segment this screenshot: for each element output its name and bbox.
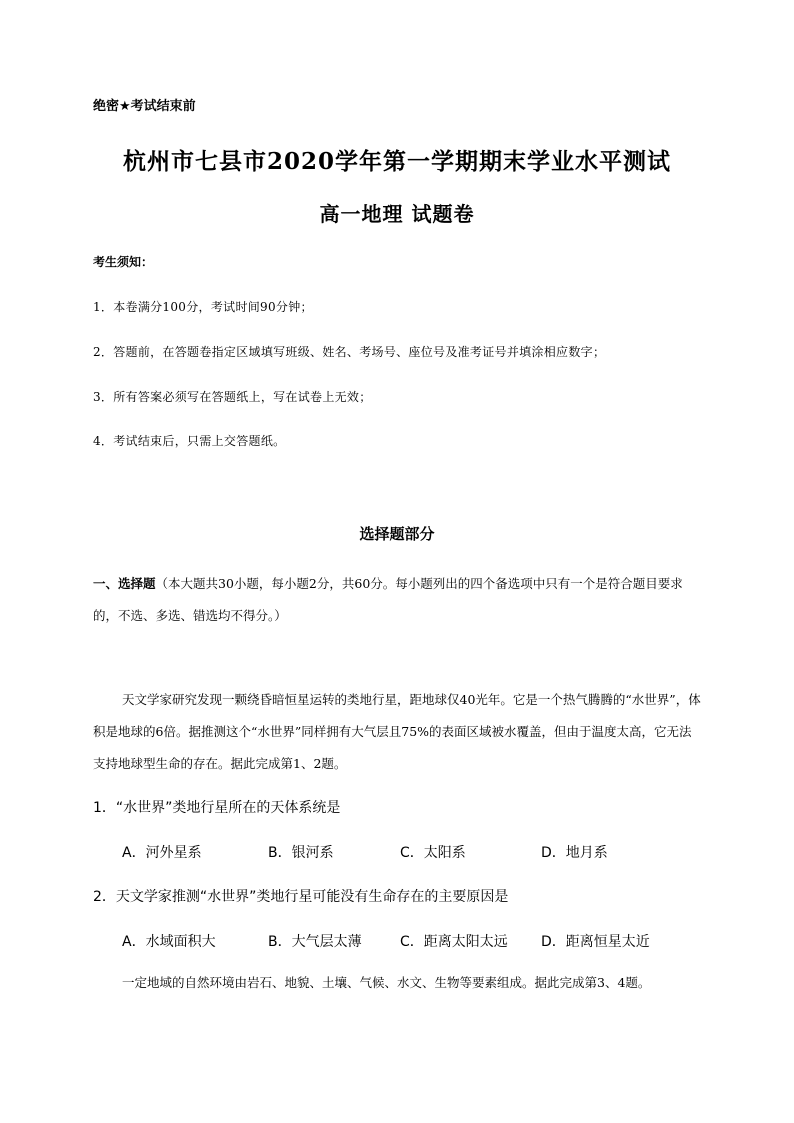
exam-title: 杭州市七县市2020学年第一学期期末学业水平测试	[122, 148, 671, 175]
exam-subtitle: 高一地理 试题卷	[319, 202, 475, 226]
notice-heading: 考生须知：	[93, 255, 154, 269]
passage-2: 一定地域的自然环境由岩石、地貌、土壤、气候、水文、生物等要素组成。据此完成第3、4题。	[122, 975, 651, 990]
notice-item-3: 3．所有答案必须写在答题纸上，写在试卷上无效；	[93, 390, 372, 404]
confidential-label: 绝密★考试结束前	[93, 99, 196, 114]
section-title: 选择题部分	[359, 525, 435, 543]
part-label: 一、选择题	[93, 576, 156, 591]
question-1-option-a: A．河外星系	[122, 845, 202, 861]
notice-item-4: 4．考试结束后，只需上交答题纸。	[93, 434, 286, 448]
question-2-option-b: B．大气层太薄	[268, 934, 362, 950]
notice-item-1: 1．本卷满分100分，考试时间90分钟；	[93, 300, 313, 314]
question-1-option-b: B．银河系	[268, 845, 334, 861]
part-instructions	[93, 568, 703, 632]
question-2-option-c: C．距离太阳太远	[400, 934, 508, 950]
question-1-option-c: C．太阳系	[400, 845, 466, 861]
question-2-option-d: D．距离恒星太近	[541, 934, 650, 950]
question-1-option-d: D．地月系	[541, 845, 608, 861]
question-2-stem: 2．天文学家推测“水世界”类地行星可能没有生命存在的主要原因是	[93, 889, 509, 905]
question-2-option-a: A．水域面积大	[122, 934, 216, 950]
question-1-stem: 1．“水世界”类地行星所在的天体系统是	[93, 800, 341, 816]
notice-item-2: 2．答题前，在答题卷指定区域填写班级、姓名、考场号、座位号及准考证号并填涂相应数字；	[93, 345, 606, 359]
part-description: （本大题共30小题，每小题2分，共60分。每小题列出的四个备选项中只有一个是符合题目要求的，不选、多选、错选均不得分。）	[93, 576, 683, 623]
passage-1: 天文学家研究发现一颗绕昏暗恒星运转的类地行星，距地球仅40光年。它是一个热气腾腾的“水世界”，体积是地球的6倍。据推测这个“水世界”同样拥有大气层且75%的表面区域被水覆盖，但由于温度太高，它无法支持地球型生命的存在。据此完成第1、2题。	[93, 692, 701, 771]
